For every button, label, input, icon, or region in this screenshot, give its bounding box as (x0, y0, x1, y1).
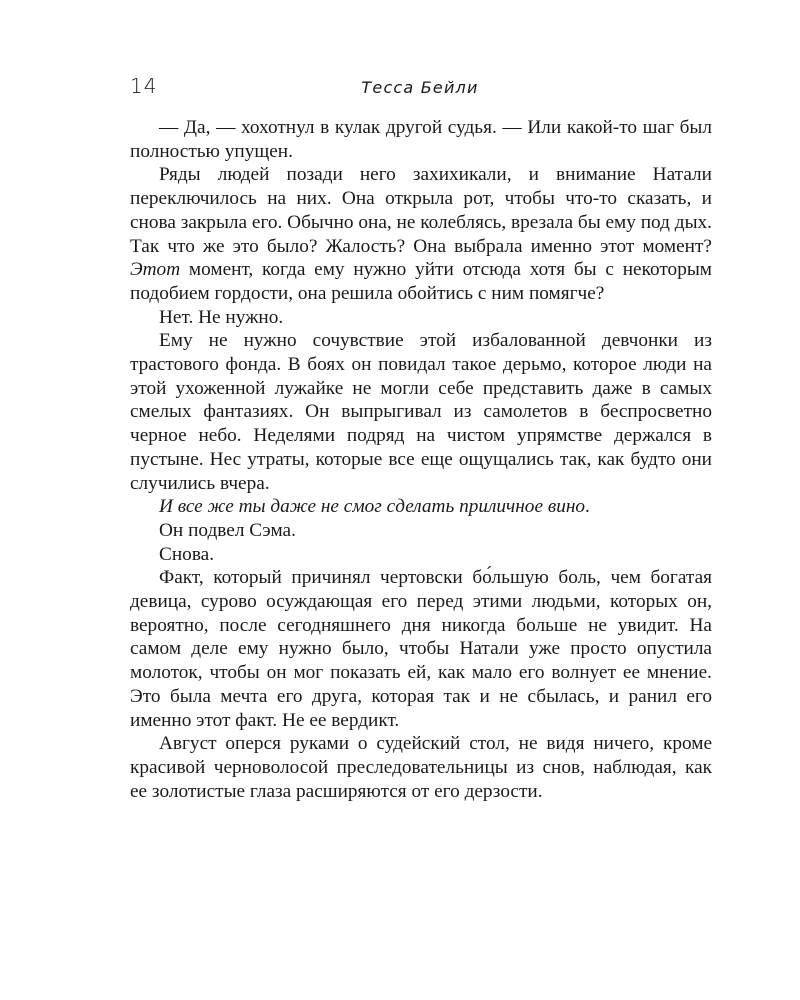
running-title: Тесса Бейли (361, 78, 479, 97)
paragraph (130, 306, 712, 330)
text-run: Нет. Не нужно. (159, 306, 284, 328)
text-run: Факт, который причинял чертовски бо́льшую боль, чем богатая девица, сурово осуждающая его перед этими людьми, которых он, вероятно, после сегодняшнего дня никогда больше не увидит. На самом деле ему нужно было, чтобы Натали уже просто опустила молоток, чтобы он мог показать ей, как мало его волнует ее мнение. Это была мечта его друга, которая так и не сбылась, и ранил его именно этот факт. Не ее вердикт. (130, 567, 712, 731)
italic-text: И все же ты даже не смог сделать приличное вино (159, 496, 586, 518)
text-run: Август оперся руками о судейский стол, не видя ничего, кроме красивой черноволосой преследовательницы из снов, наблюдая, как ее золотистые глаза расширяются от его дерзости. (130, 733, 712, 802)
text-run: . (585, 496, 590, 518)
paragraph (130, 116, 712, 163)
page-header (130, 74, 710, 104)
paragraph (130, 495, 712, 519)
text-run: Снова. (159, 543, 215, 565)
paragraph (130, 543, 712, 567)
text-run: Ему не нужно сочувствие этой избалованной девчонки из трастового фонда. В боях он повидал такое дерьмо, которое люди на этой ухоженной лужайке не могли себе представить даже в самых смелых фантазиях. Он выпрыгивал из самолетов в беспросветно черное небо. Неделями подряд на чистом упрямстве держался в пустыне. Нес утраты, которые все еще ощущались так, как будто они случились вчера. (130, 330, 712, 494)
paragraph (130, 163, 712, 305)
page-number: 14 (130, 74, 158, 98)
text-run: Ряды людей позади него захихикали, и внимание Натали переключилось на них. Она открыла рот, чтобы что-то сказать, и снова закрыла его. Обычно она, не колеблясь, врезала бы ему под дых. Так что же это было? Жалость? Она выбрала именно этот момент? (130, 164, 712, 257)
italic-text: Этот (130, 259, 181, 281)
paragraph (130, 566, 712, 732)
paragraph (130, 519, 712, 543)
text-run: момент, когда ему нужно уйти отсюда хотя бы с некоторым подобием гордости, она решила обойтись с ним помягче? (130, 259, 712, 304)
text-run: Он подвел Сэма. (159, 519, 296, 541)
paragraph (130, 732, 712, 803)
text-run: — Да, — хохотнул в кулак другой судья. — Или какой-то шаг был полностью упущен. (130, 117, 712, 162)
body-text (130, 116, 712, 803)
paragraph (130, 329, 712, 495)
